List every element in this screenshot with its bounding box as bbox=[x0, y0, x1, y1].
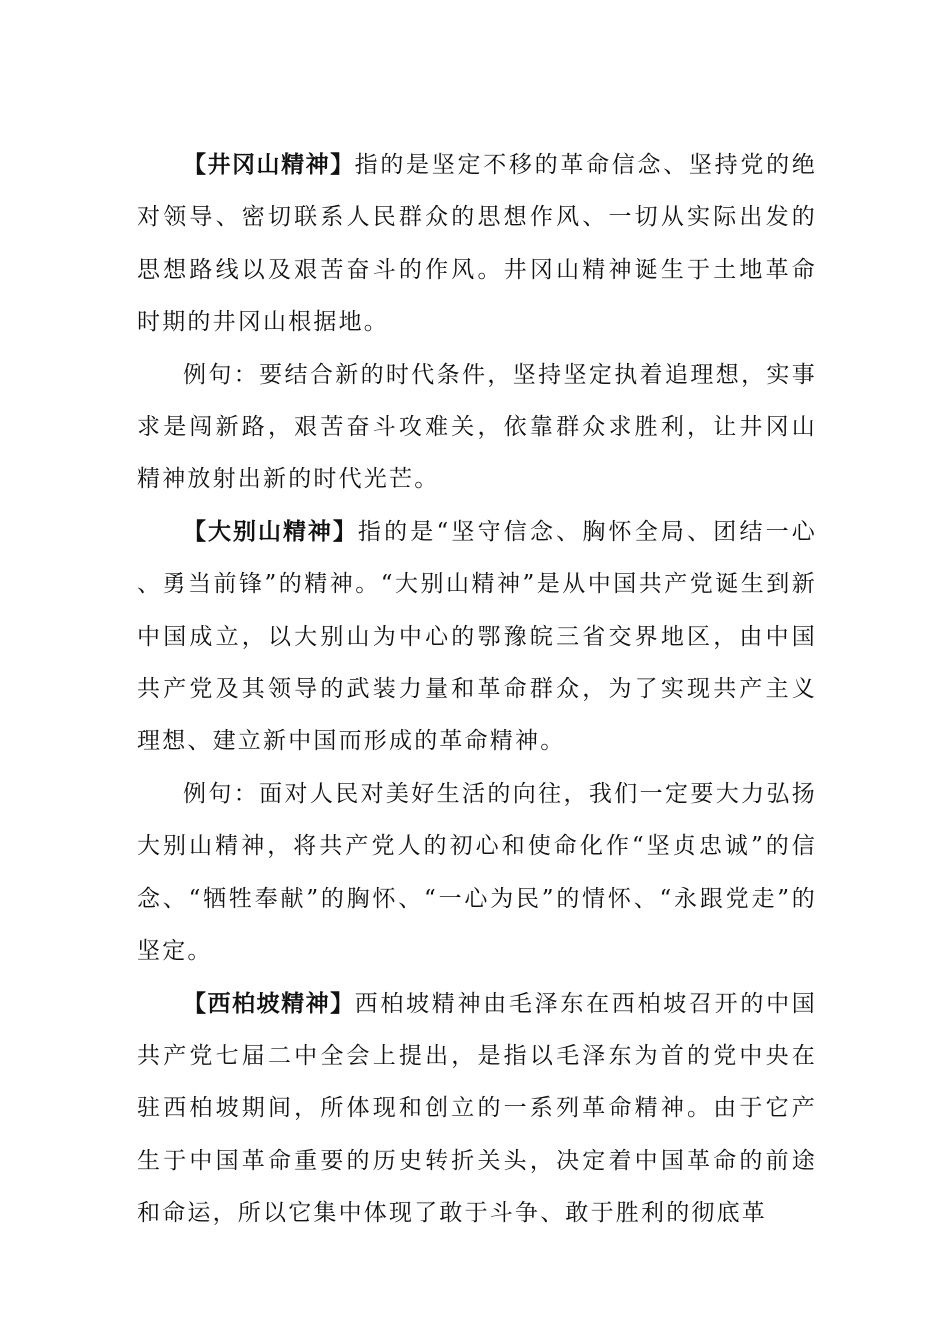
xibaipo-definition: 西柏坡精神由毛泽东在西柏坡召开的中国共产党七届二中全会上提出，是指以毛泽东为首的党中央在驻西柏坡期间，所体现和创立的一系列革命精神。由于它产生于中国革命重要的历史转折关头，决定着中国革命的前途和命运，所以它集中体现了敢于斗争、敢于胜利的彻底革 bbox=[137, 990, 818, 1227]
jinggangshan-definition: 指的是坚定不移的革命信念、坚持党的绝对领导、密切联系人民群众的思想作风、一切从实际出发的思想路线以及艰苦奋斗的作风。井冈山精神诞生于土地革命时期的井冈山根据地。 bbox=[137, 152, 818, 336]
jinggangshan-example: 例句：要结合新的时代条件，坚持坚定执着追理想，实事求是闯新路，艰苦奋斗攻难关，依靠群众求胜利，让井冈山精神放射出新的时代光芒。 bbox=[137, 361, 817, 493]
dabieshan-definition: 指的是“坚守信念、胸怀全局、团结一心、勇当前锋”的精神。“大别山精神”是从中国共产党诞生到新中国成立，以大别山为中心的鄂豫皖三省交界地区，由中国共产党及其领导的武装力量和革命群众，为了实现共产主义理想、建立新中国而形成的革命精神。 bbox=[137, 518, 818, 755]
xibaipo-term: 【西柏坡精神】 bbox=[183, 990, 355, 1017]
dabieshan-term: 【大别山精神】 bbox=[183, 518, 358, 545]
dabieshan-example: 例句：面对人民对美好生活的向往，我们一定要大力弘扬大别山精神，将共产党人的初心和使命化作“坚贞忠诚”的信念、“牺牲奉献”的胸怀、“一心为民”的情怀、“永跟党走”的坚定。 bbox=[137, 780, 817, 965]
document-body bbox=[137, 139, 817, 1240]
xibaipo-paragraph bbox=[137, 978, 817, 1240]
dabieshan-paragraph bbox=[137, 506, 817, 768]
jinggangshan-term: 【井冈山精神】 bbox=[183, 152, 355, 178]
jinggangshan-paragraph bbox=[137, 139, 817, 349]
